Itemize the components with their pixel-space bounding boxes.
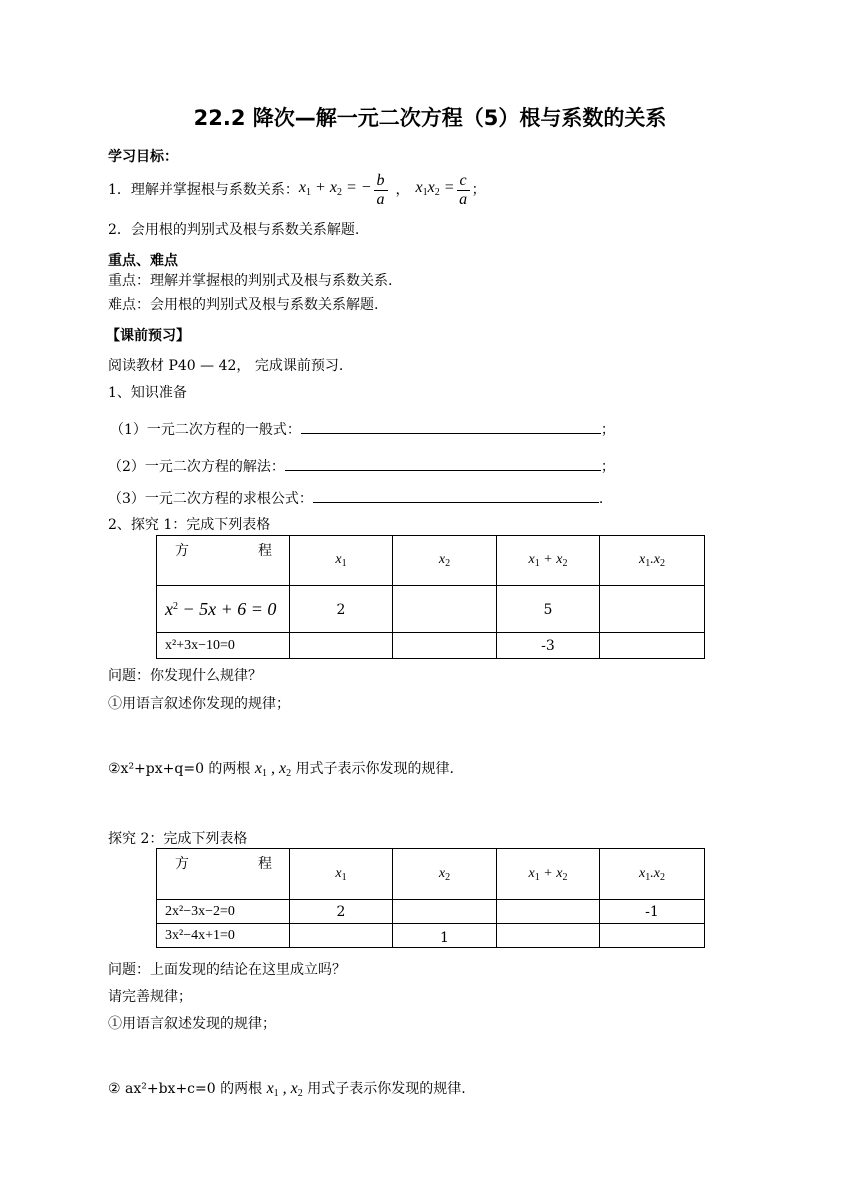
objective-1-text: 1．理解并掌握根与系数关系： (108, 182, 299, 198)
objectives-heading: 学习目标： (108, 149, 178, 165)
preview-read: 阅读教材 P40 — 42， 完成课前预习. (108, 358, 344, 374)
header-fang: 方 (175, 856, 189, 872)
q-b-suffix: 用式子表示你发现的规律. (307, 1081, 466, 1097)
header-product: $x_1.x_2$ (600, 536, 705, 586)
product-cell[interactable] (600, 924, 705, 948)
x2-cell[interactable] (393, 900, 497, 924)
explore2-question: 问题：上面发现的结论在这里成立吗？ (108, 962, 346, 978)
product-cell[interactable] (600, 586, 705, 633)
x2-cell[interactable] (393, 633, 497, 659)
explore1-question-b (108, 760, 454, 783)
sum-cell[interactable] (497, 900, 600, 924)
q1-label: （1）一元二次方程的一般式： (110, 422, 301, 438)
question-general-form (110, 421, 615, 439)
equation-cell: 3x²−4x+1=0 (157, 924, 290, 948)
header-cheng: 程 (258, 543, 272, 559)
header-sum: $x_1 + x_2$ (497, 536, 600, 586)
question-solution-methods (108, 458, 615, 476)
x2-cell[interactable] (393, 586, 497, 633)
table-row (157, 633, 705, 659)
page-title: 22.2 降次—解一元二次方程（5）根与系数的关系 (193, 106, 667, 130)
x2-cell[interactable]: 1 (393, 924, 497, 948)
header-equation (157, 536, 290, 586)
fraction-b-over-a: $\frac{b}{a}$ (374, 172, 388, 209)
table-row (157, 586, 705, 633)
equation-cell: x²+3x−10=0 (157, 633, 290, 659)
explore2-table (156, 848, 705, 948)
explore2-heading: 探究 2：完成下列表格 (108, 831, 248, 847)
sum-formula: $x_1 + x_2$ = − (298, 178, 372, 198)
objective-1-suffix: ； (471, 182, 486, 198)
product-cell[interactable]: -1 (600, 900, 705, 924)
header-x1: $x_1$ (290, 849, 393, 900)
q-b-prefix: ② ax²+bx+c=0 的两根 (108, 1081, 263, 1097)
roots-x1-x2: $x_1$ , $x_2$ (254, 760, 292, 779)
header-equation (157, 849, 290, 900)
header-product: $x_1.x_2$ (600, 849, 705, 900)
q2-label: （2）一元二次方程的解法： (108, 459, 285, 475)
question-root-formula (108, 490, 603, 508)
equation-cell: 2x²−3x−2=0 (157, 900, 290, 924)
difficulty: 难点：会用根的判别式及根与系数关系解题. (108, 297, 379, 313)
header-sum: $x_1 + x_2$ (497, 849, 600, 900)
objective-item-2: 2．会用根的判别式及根与系数关系解题. (108, 222, 360, 238)
header-x1: $x_1$ (290, 536, 393, 586)
explore2-question-a: ①用语言叙述发现的规律； (108, 1016, 276, 1032)
x1-cell[interactable]: 2 (290, 900, 393, 924)
preview-heading: 【课前预习】 (106, 328, 190, 344)
explore1-heading: 2、探究 1：完成下列表格 (108, 517, 271, 533)
answer-blank-2[interactable] (285, 470, 601, 471)
q3-end: . (598, 491, 604, 507)
q1-end: ； (600, 422, 615, 438)
x1-cell[interactable]: 2 (290, 586, 393, 633)
header-fang: 方 (175, 543, 189, 559)
table-header-row (157, 849, 705, 900)
q-b-suffix: 用式子表示你发现的规律. (295, 761, 455, 777)
answer-blank-1[interactable] (301, 433, 601, 434)
objective-item-1: 1．理解并掌握根与系数关系： $x_1 + x_2$ = − $\frac{b}{a}$ ， $x_1x_2$ = $\frac{c}{a}$ ； (108, 171, 486, 208)
product-formula: $x_1x_2$ = (415, 178, 455, 198)
equation-cell: $x^2 - 5x + 6 = 0$ (157, 586, 290, 633)
explore1-question-a: ①用语言叙述你发现的规律； (108, 696, 290, 712)
q2-end: ； (600, 459, 615, 475)
explore2-improve: 请完善规律； (108, 989, 192, 1005)
roots-x1-x2: $x_1$ , $x_2$ (266, 1080, 303, 1099)
key-points-heading: 重点、难点 (108, 253, 178, 269)
explore1-question: 问题：你发现什么规律？ (108, 668, 262, 684)
explore2-question-b (108, 1080, 466, 1103)
knowledge-heading: 1、知识准备 (108, 385, 187, 401)
q3-label: （3）一元二次方程的求根公式： (108, 491, 313, 507)
x1-cell[interactable] (290, 633, 393, 659)
header-x2: $x_2$ (393, 536, 497, 586)
x1-cell[interactable] (290, 924, 393, 948)
key-point: 重点：理解并掌握根的判别式及根与系数关系. (108, 273, 393, 289)
answer-blank-3[interactable] (313, 502, 599, 503)
table-row (157, 924, 705, 948)
explore1-table (156, 535, 705, 659)
q-b-prefix: ②x²+px+q=0 的两根 (108, 761, 251, 777)
product-cell[interactable] (600, 633, 705, 659)
sum-cell[interactable]: 5 (497, 586, 600, 633)
sum-cell[interactable]: -3 (497, 633, 600, 659)
sum-cell[interactable] (497, 924, 600, 948)
table-row (157, 900, 705, 924)
table-header-row (157, 536, 705, 586)
fraction-c-over-a: $\frac{c}{a}$ (457, 172, 470, 209)
header-cheng: 程 (258, 856, 272, 872)
header-x2: $x_2$ (393, 849, 497, 900)
